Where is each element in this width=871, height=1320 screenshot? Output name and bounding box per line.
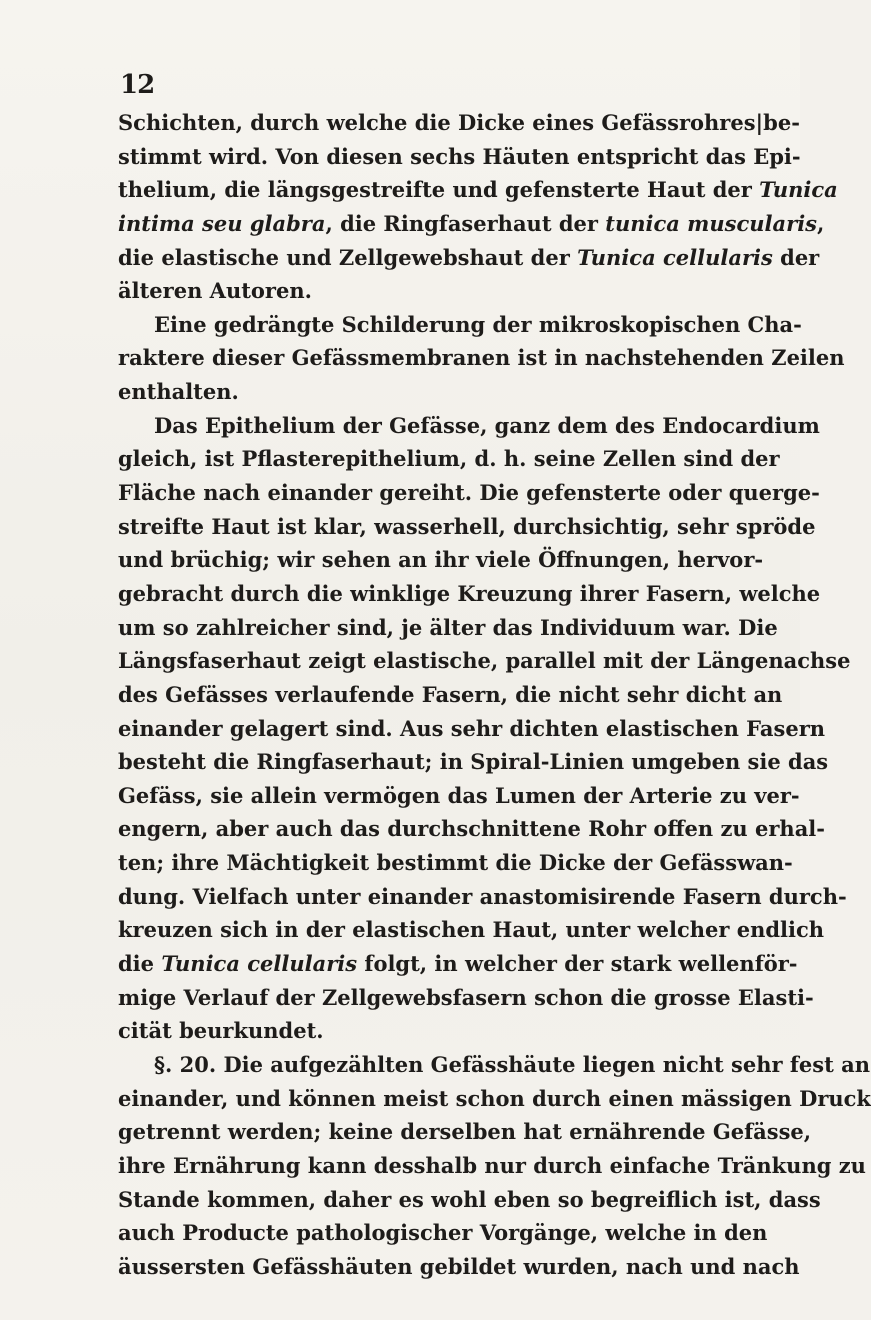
text-line [118,274,728,308]
text-run: älteren Autoren. [118,278,312,304]
text-line [118,1216,768,1250]
text-run: des Gefässes verlaufende Fasern, die nicht sehr dicht an [118,681,783,707]
text-line [118,644,851,678]
text-line [118,913,825,947]
text-line [118,173,838,207]
text-run: engern, aber auch das durchschnittene Rohr offen zu erhal- [118,816,825,842]
text-run: einander gelagert sind. Aus sehr dichten elastischen Fasern [118,715,826,741]
italic-term: Tunica [759,177,838,203]
text-run: enthalten. [118,379,239,405]
text-run: besteht die Ringfaserhaut; in Spiral-Linien umgeben sie das [118,749,829,775]
text-line [118,510,816,544]
text-run: mige Verlauf der Zellgewebsfasern schon die grosse Elasti- [118,984,814,1010]
text-run: raktere dieser Gefässmembranen ist in nachstehenden Zeilen [118,345,845,371]
text-line [118,611,778,645]
text-run: gleich, ist Pflasterepithelium, d. h. seine Zellen sind der [118,446,780,472]
text-line [118,947,798,981]
text-run: , [817,210,825,236]
text-line [118,106,800,140]
text-run: der [772,244,820,270]
text-line [118,981,814,1015]
text-run: thelium, die längsgestreifte und gefensterte Haut der [118,177,760,203]
text-line [118,779,800,813]
text-run: Das Epithelium der Gefässe, ganz dem des Endocardium [154,412,820,438]
body-text [118,106,871,1283]
text-line [118,577,821,611]
page-number: 12 [120,70,155,100]
text-run: be- [763,110,800,135]
text-line [118,1115,812,1149]
text-line [118,409,820,443]
text-run: cität beurkundet. [118,1018,324,1044]
text-run: Längsfaserhaut zeigt elastische, parallel mit der Längenachse [118,648,851,674]
text-run: getrennt werden; keine derselben hat ernährende Gefässe, [118,1119,812,1145]
text-run: auch Producte pathologischer Vorgänge, welche in den [118,1220,768,1246]
text-line [118,1183,821,1217]
text-run: Fläche nach einander gereiht. Die gefensterte oder querge- [118,480,820,506]
text-run: und brüchig; wir sehen an ihr viele Öffnungen, hervor- [118,547,764,573]
text-run: §. 20. Die aufgezählten Gefässhäute liegen nicht sehr fest an [154,1051,870,1077]
text-run: dung. Vielfach unter einander anastomisirende Fasern durch- [118,883,847,909]
text-line [118,1149,866,1183]
text-line [118,476,820,510]
text-run: streifte Haut ist klar, wasserhell, durchsichtig, sehr spröde [118,513,816,539]
italic-term: Tunica cellularis [577,244,773,270]
text-line [118,341,845,375]
text-run: die elastische und Zellgewebshaut der [118,244,578,270]
text-line [118,241,820,275]
text-line [118,880,847,914]
text-run: gebracht durch die winklige Kreuzung ihrer Fasern, welche [118,580,821,606]
text-line [118,712,826,746]
text-line [118,308,802,342]
italic-term: Tunica cellularis [161,951,358,977]
text-line [118,1082,871,1116]
text-line [118,745,829,779]
text-run: Eine gedrängte Schilderung der mikroskopischen Cha- [154,311,802,337]
text-run: Schichten, durch welche die Dicke eines Gefässrohres [118,110,756,135]
text-line [118,678,783,712]
text-line [118,846,793,880]
text-run: äussersten Gefässhäuten gebildet wurden, nach und nach [118,1253,800,1279]
text-line [118,1014,728,1048]
text-run: ten; ihre Mächtigkeit bestimmt die Dicke der Gefässwan- [118,850,793,876]
text-run: einander, und können meist schon durch einen mässigen Druck [118,1085,871,1111]
text-run: Gefäss, sie allein vermögen das Lumen der Arterie zu ver- [118,782,800,808]
italic-term: tunica muscularis [605,210,817,236]
text-run: | [755,110,764,135]
text-line [118,442,780,476]
text-line [118,543,764,577]
text-run: um so zahlreicher sind, je älter das Individuum war. Die [118,614,778,640]
text-run: stimmt wird. Von diesen sechs Häuten entspricht das Epi- [118,143,801,169]
text-run: die [118,951,162,977]
text-line [118,207,825,241]
italic-term: intima seu glabra [118,210,326,236]
text-run: , die Ringfaserhaut der [325,210,606,236]
text-line [118,1250,800,1284]
text-line [118,375,728,409]
text-run: kreuzen sich in der elastischen Haut, unter welcher endlich [118,917,825,943]
text-run: folgt, in welcher der stark wellenför- [357,951,798,977]
text-run: Stande kommen, daher es wohl eben so begreiflich ist, dass [118,1186,821,1212]
text-run: ihre Ernährung kann desshalb nur durch einfache Tränkung zu [118,1152,866,1178]
text-line [118,140,801,174]
text-line [118,1048,870,1082]
text-line [118,812,825,846]
